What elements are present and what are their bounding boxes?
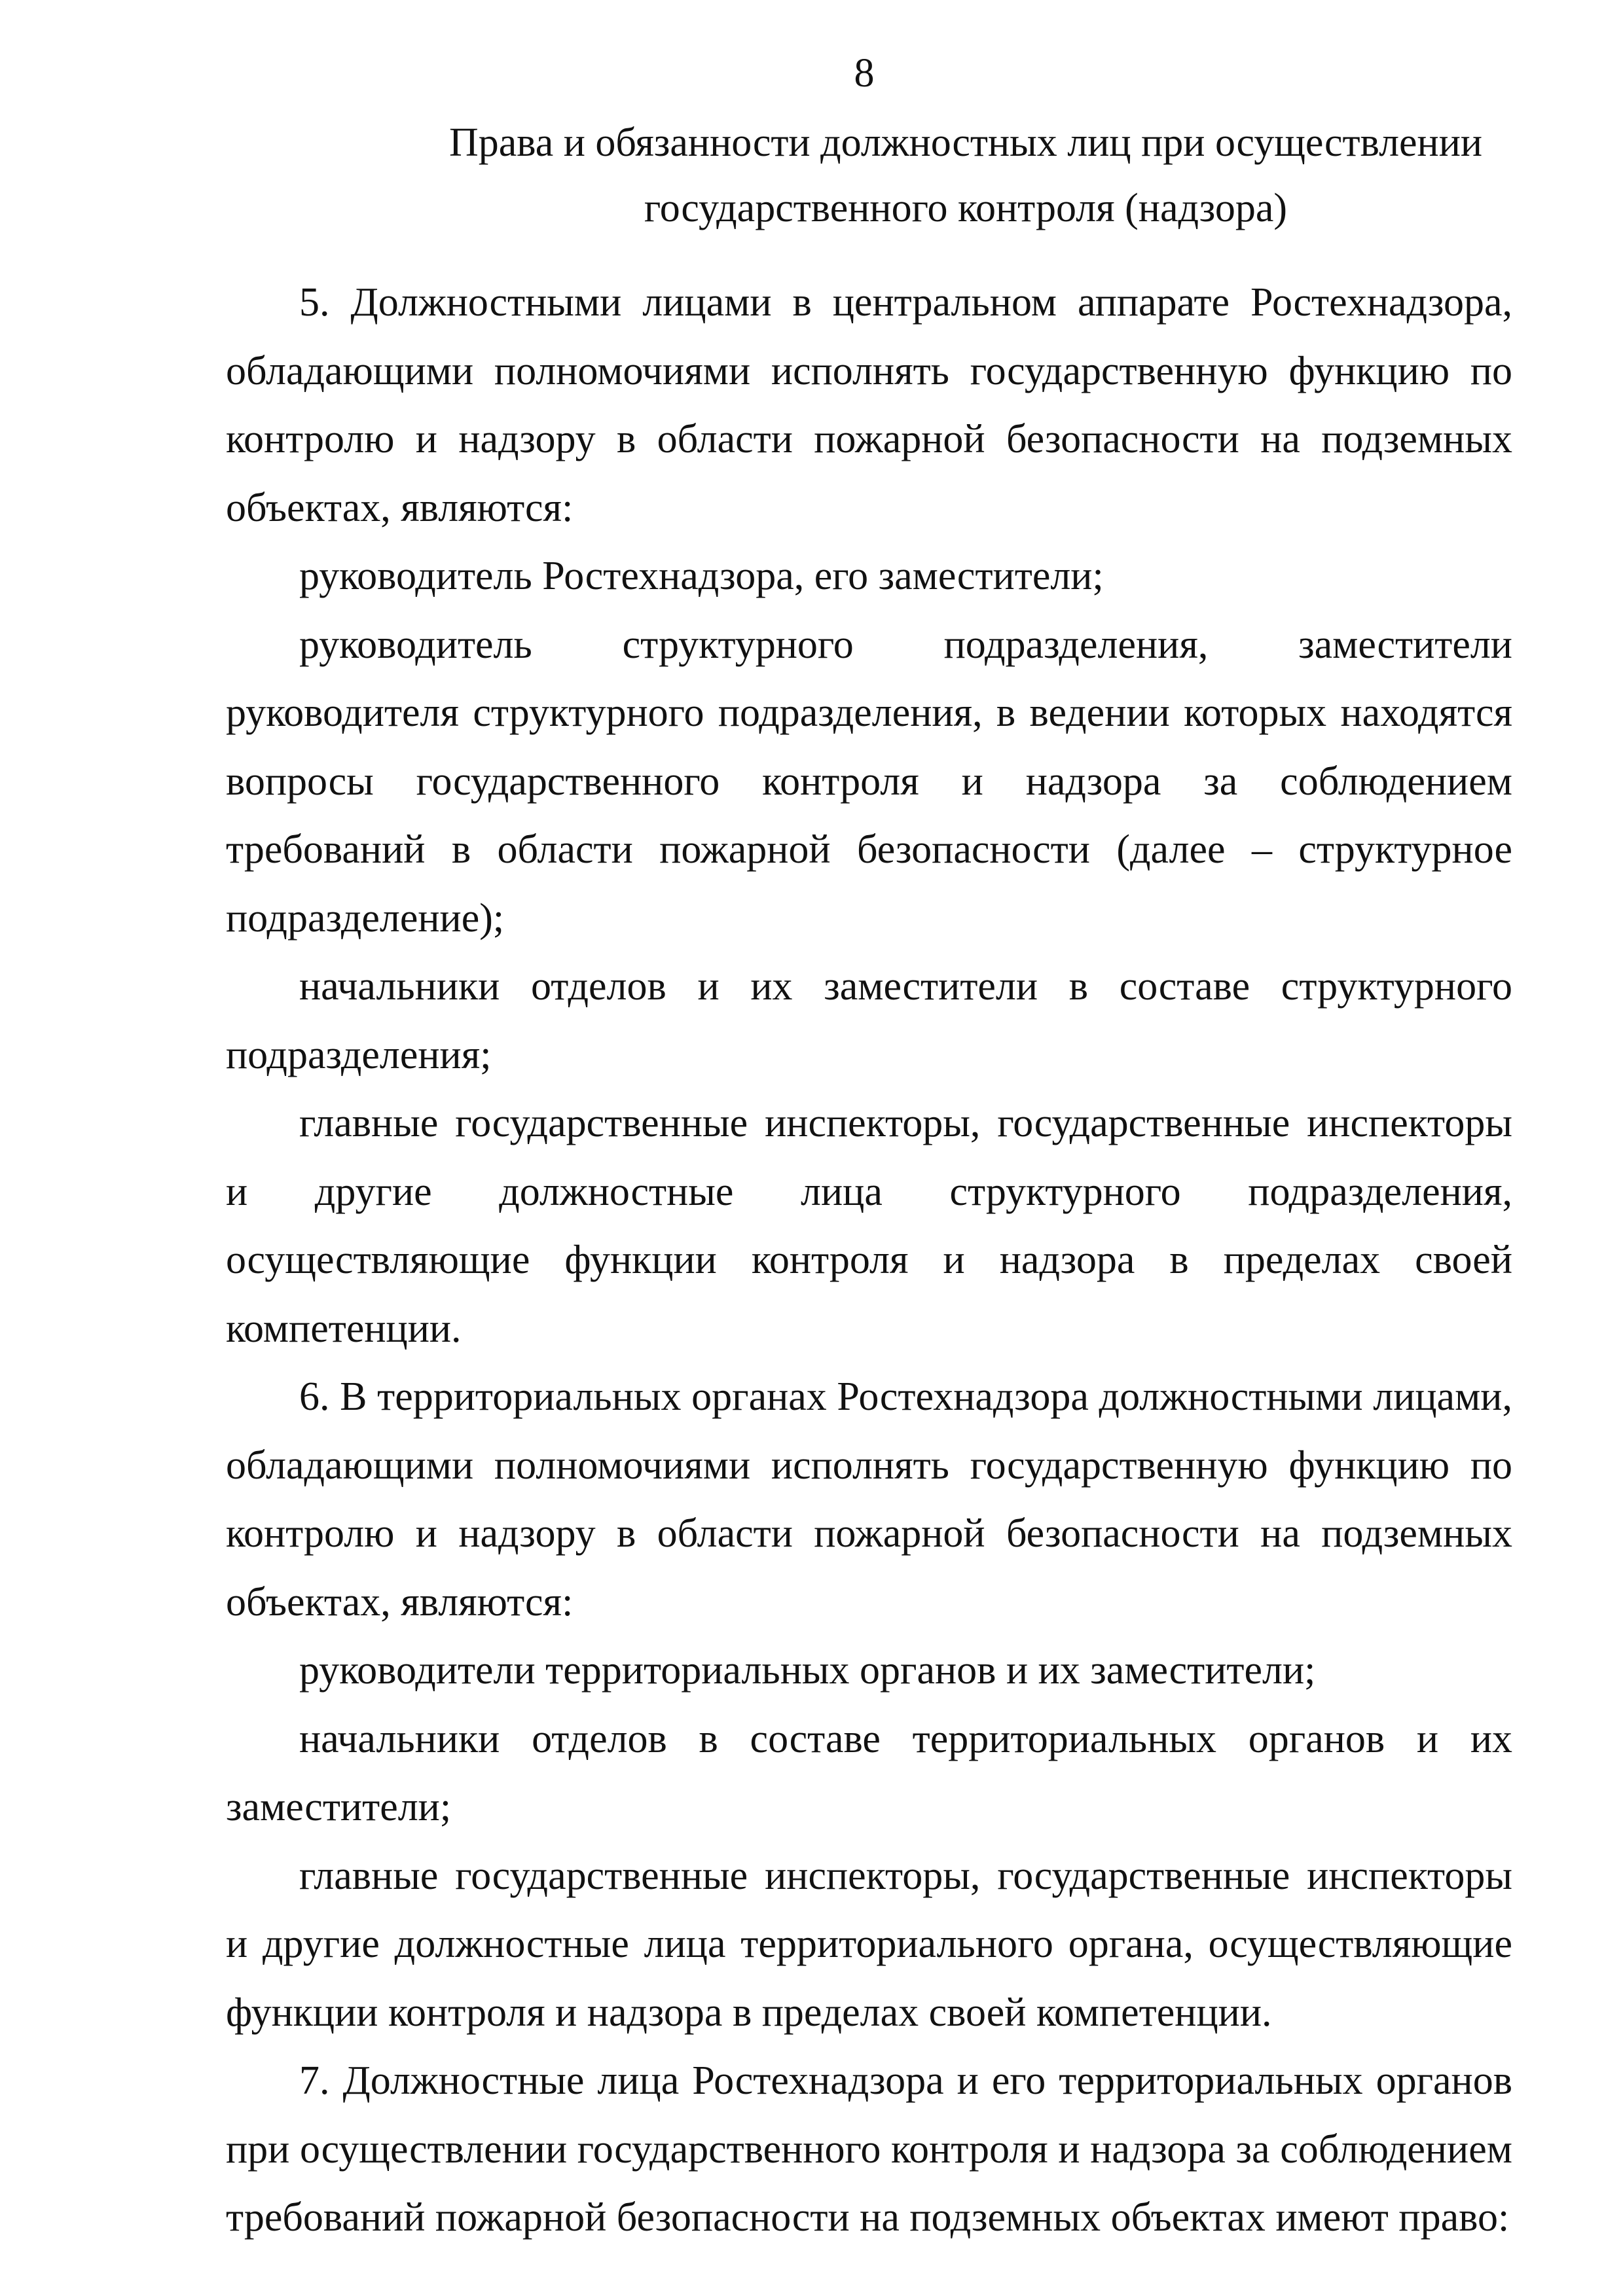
section-title (327, 110, 1604, 241)
paragraph-5-item-structural-head: руководитель структурного подразделения, заместители руководителя структурного подразделения, в ведении которых находятся вопросы государственного контроля и надзора за соблюдением требований в области пожарной безопасности (далее – структурное подразделение); (226, 622, 1512, 941)
paragraph-7: 7. Должностные лица Ростехнадзора и его территориальных органов при осуществлении государственного контроля и надзора за соблюдением требований пожарной безопасности на подземных объектах имеют право: (226, 2058, 1512, 2240)
paragraph-5-item-department-heads: начальники отделов и их заместители в составе структурного подразделения; (226, 964, 1512, 1077)
paragraph-6-item-inspectors: главные государственные инспекторы, государственные инспекторы и другие должностные лица территориального органа, осуществляющие функции контроля и надзора в пределах своей компетенции. (226, 1853, 1512, 2035)
paragraph-6: 6. В территориальных органах Ростехнадзора должностными лицами, обладающими полномочиями исполнять государственную функцию по контролю и надзору в области пожарной безопасности на подземных объектах, являются: (226, 1374, 1512, 1624)
page-number: 8 (854, 51, 875, 96)
paragraph-6-item-territorial-heads: руководители территориальных органов и их заместители; (299, 1648, 1316, 1693)
section-title-line-1: Права и обязанности должностных лиц при осуществлении (448, 120, 1483, 165)
section-title-line-2: государственного контроля (надзора) (644, 186, 1288, 230)
paragraph-5: 5. Должностными лицами в центральном аппарате Ростехнадзора, обладающими полномочиями исполнять государственную функцию по контролю и надзору в области пожарной безопасности на подземных объектах, являются: (226, 280, 1512, 530)
paragraph-5-item-inspectors: главные государственные инспекторы, государственные инспекторы и другие должностные лица структурного подразделения, осуществляющие функции контроля и надзора в пределах своей компетенции. (226, 1101, 1512, 1351)
paragraph-6-item-department-heads: начальники отделов в составе территориальных органов и их заместители; (226, 1716, 1512, 1829)
document-body (226, 268, 1512, 2252)
paragraph-5-item-head: руководитель Ростехнадзора, его заместители; (299, 554, 1104, 598)
